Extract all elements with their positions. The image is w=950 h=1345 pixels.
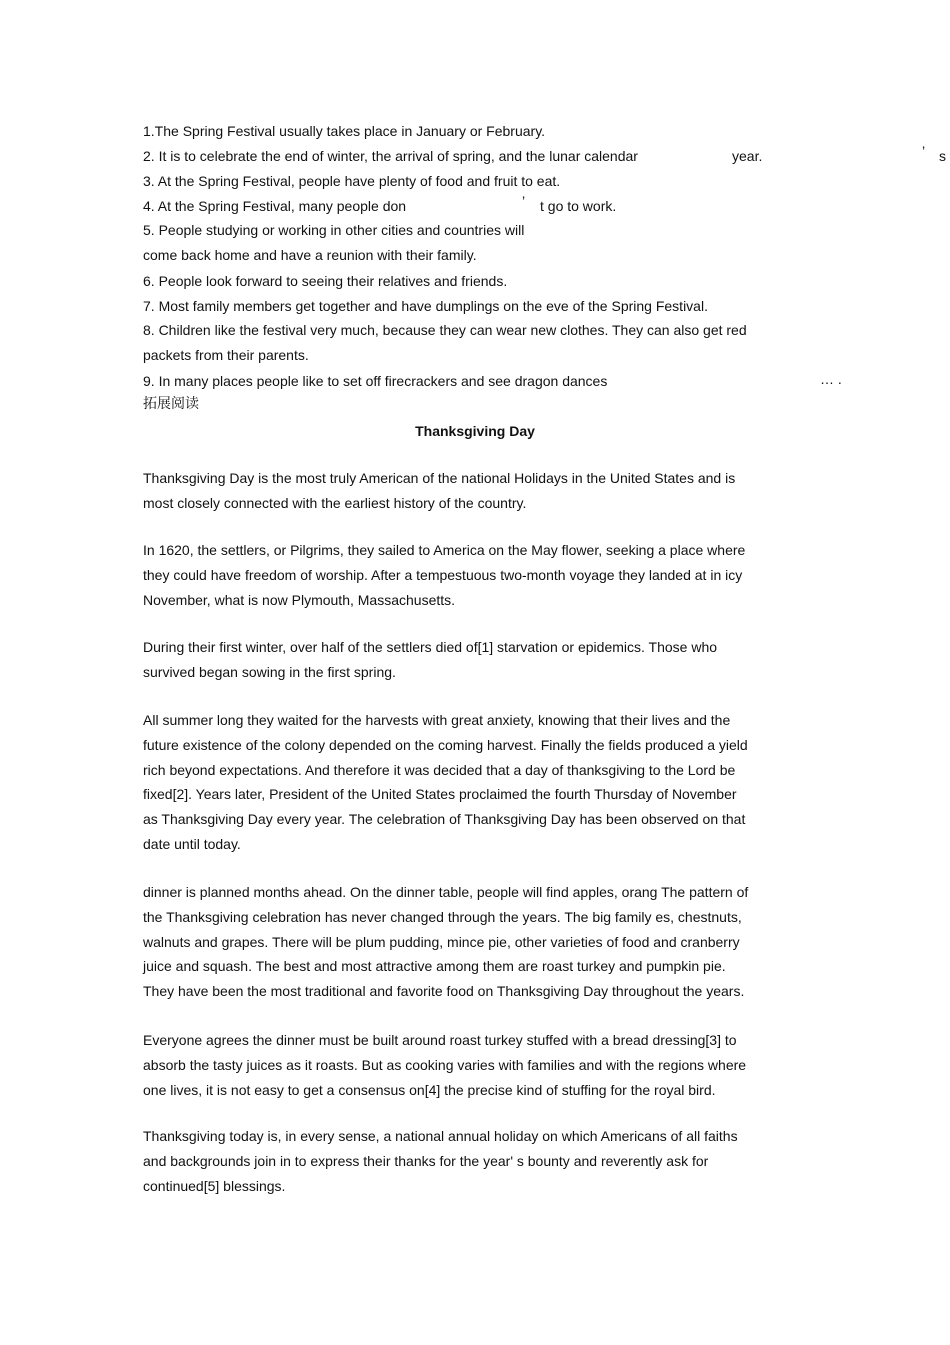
paragraph-line: rich beyond expectations. And therefore it was decided that a day of thanksgiving to the Lord be — [143, 761, 736, 778]
paragraph-line: Thanksgiving Day is the most truly American of the national Holidays in the United States and is — [143, 470, 736, 486]
list-item-4: 4. At the Spring Festival, many people don — [143, 198, 407, 214]
list-item-4-end: t go to work. — [540, 198, 617, 214]
paragraph-line: fixed[2]. Years later, President of the United States proclaimed the fourth Thursday of November — [143, 786, 737, 803]
article-paragraph-3 — [143, 635, 793, 685]
paragraph-line: walnuts and grapes. There will be plum pudding, mince pie, other varieties of food and cranberry — [143, 933, 740, 950]
paragraph-line: they could have freedom of worship. After a tempestuous two-month voyage they landed at in icy — [143, 566, 743, 583]
list-item-8-line-2: packets from their parents. — [143, 347, 309, 363]
list-item-8-line-1: 8. Children like the festival very much, because they can wear new clothes. They can also get red — [143, 322, 747, 338]
paragraph-line: juice and squash. The best and most attractive among them are roast turkey and pumpkin pie. — [143, 958, 726, 975]
list-item-2-s: s — [939, 148, 946, 164]
article-paragraph-7 — [143, 1124, 793, 1198]
paragraph-line: most closely connected with the earliest history of the country. — [143, 494, 527, 511]
paragraph-line: Everyone agrees the dinner must be built around roast turkey stuffed with a bread dressing[3] to — [143, 1032, 737, 1048]
paragraph-line: date until today. — [143, 835, 241, 852]
paragraph-line: dinner is planned months ahead. On the dinner table, people will find apples, orang The pattern of — [143, 884, 749, 900]
article-title: Thanksgiving Day — [415, 423, 535, 439]
article-paragraph-2 — [143, 538, 793, 612]
paragraph-line: the Thanksgiving celebration has never changed through the years. The big family es, chestnuts, — [143, 908, 742, 925]
list-item-6: 6. People look forward to seeing their relatives and friends. — [143, 273, 508, 289]
list-item-2: 2. It is to celebrate the end of winter, the arrival of spring, and the lunar calendar — [143, 148, 638, 164]
paragraph-line: absorb the tasty juices as it roasts. But as cooking varies with families and with the regions where — [143, 1056, 747, 1073]
paragraph-line: as Thanksgiving Day every year. The celebration of Thanksgiving Day has been observed on that — [143, 811, 746, 828]
paragraph-line: During their first winter, over half of the settlers died of[1] starvation or epidemics. Those who — [143, 639, 718, 655]
article-paragraph-1 — [143, 466, 793, 516]
paragraph-line: future existence of the colony depended on the coming harvest. Finally the fields produced a yield — [143, 736, 748, 753]
list-item-7: 7. Most family members get together and have dumplings on the eve of the Spring Festival. — [143, 298, 708, 314]
list-item-2-apostrophe: ’ — [922, 143, 926, 159]
list-item-4-apostrophe: ’ — [522, 193, 526, 209]
list-item-9: 9. In many places people like to set off firecrackers and see dragon dances — [143, 373, 608, 389]
paragraph-line: one lives, it is not easy to get a consensus on[4] the precise kind of stuffing for the royal bird. — [143, 1081, 716, 1098]
article-paragraph-6 — [143, 1028, 793, 1102]
paragraph-line: They have been the most traditional and favorite food on Thanksgiving Day throughout the years. — [143, 983, 745, 1000]
article-paragraph-4 — [143, 708, 793, 857]
list-item-3: 3. At the Spring Festival, people have plenty of food and fruit to eat. — [143, 173, 561, 189]
list-item-9-ellipsis: … . — [820, 371, 842, 387]
paragraph-line: continued[5] blessings. — [143, 1177, 286, 1194]
list-item-5-line-2: come back home and have a reunion with their family. — [143, 247, 477, 263]
paragraph-line: November, what is now Plymouth, Massachusetts. — [143, 591, 456, 608]
list-item-2-year: year. — [732, 148, 763, 164]
paragraph-line: survived began sowing in the first spring. — [143, 663, 396, 680]
paragraph-line: All summer long they waited for the harvests with great anxiety, knowing that their lives and the — [143, 712, 731, 728]
paragraph-line: and backgrounds join in to express their thanks for the year' s bounty and reverently ask for — [143, 1152, 709, 1169]
list-item-1: 1.The Spring Festival usually takes place in January or February. — [143, 123, 546, 139]
section-label: 拓展阅读 — [143, 395, 199, 411]
list-item-5-line-1: 5. People studying or working in other cities and countries will — [143, 222, 525, 238]
paragraph-line: Thanksgiving today is, in every sense, a national annual holiday on which Americans of all faiths — [143, 1128, 738, 1144]
article-paragraph-5 — [143, 880, 793, 1004]
paragraph-line: In 1620, the settlers, or Pilgrims, they sailed to America on the May flower, seeking a place where — [143, 542, 746, 558]
